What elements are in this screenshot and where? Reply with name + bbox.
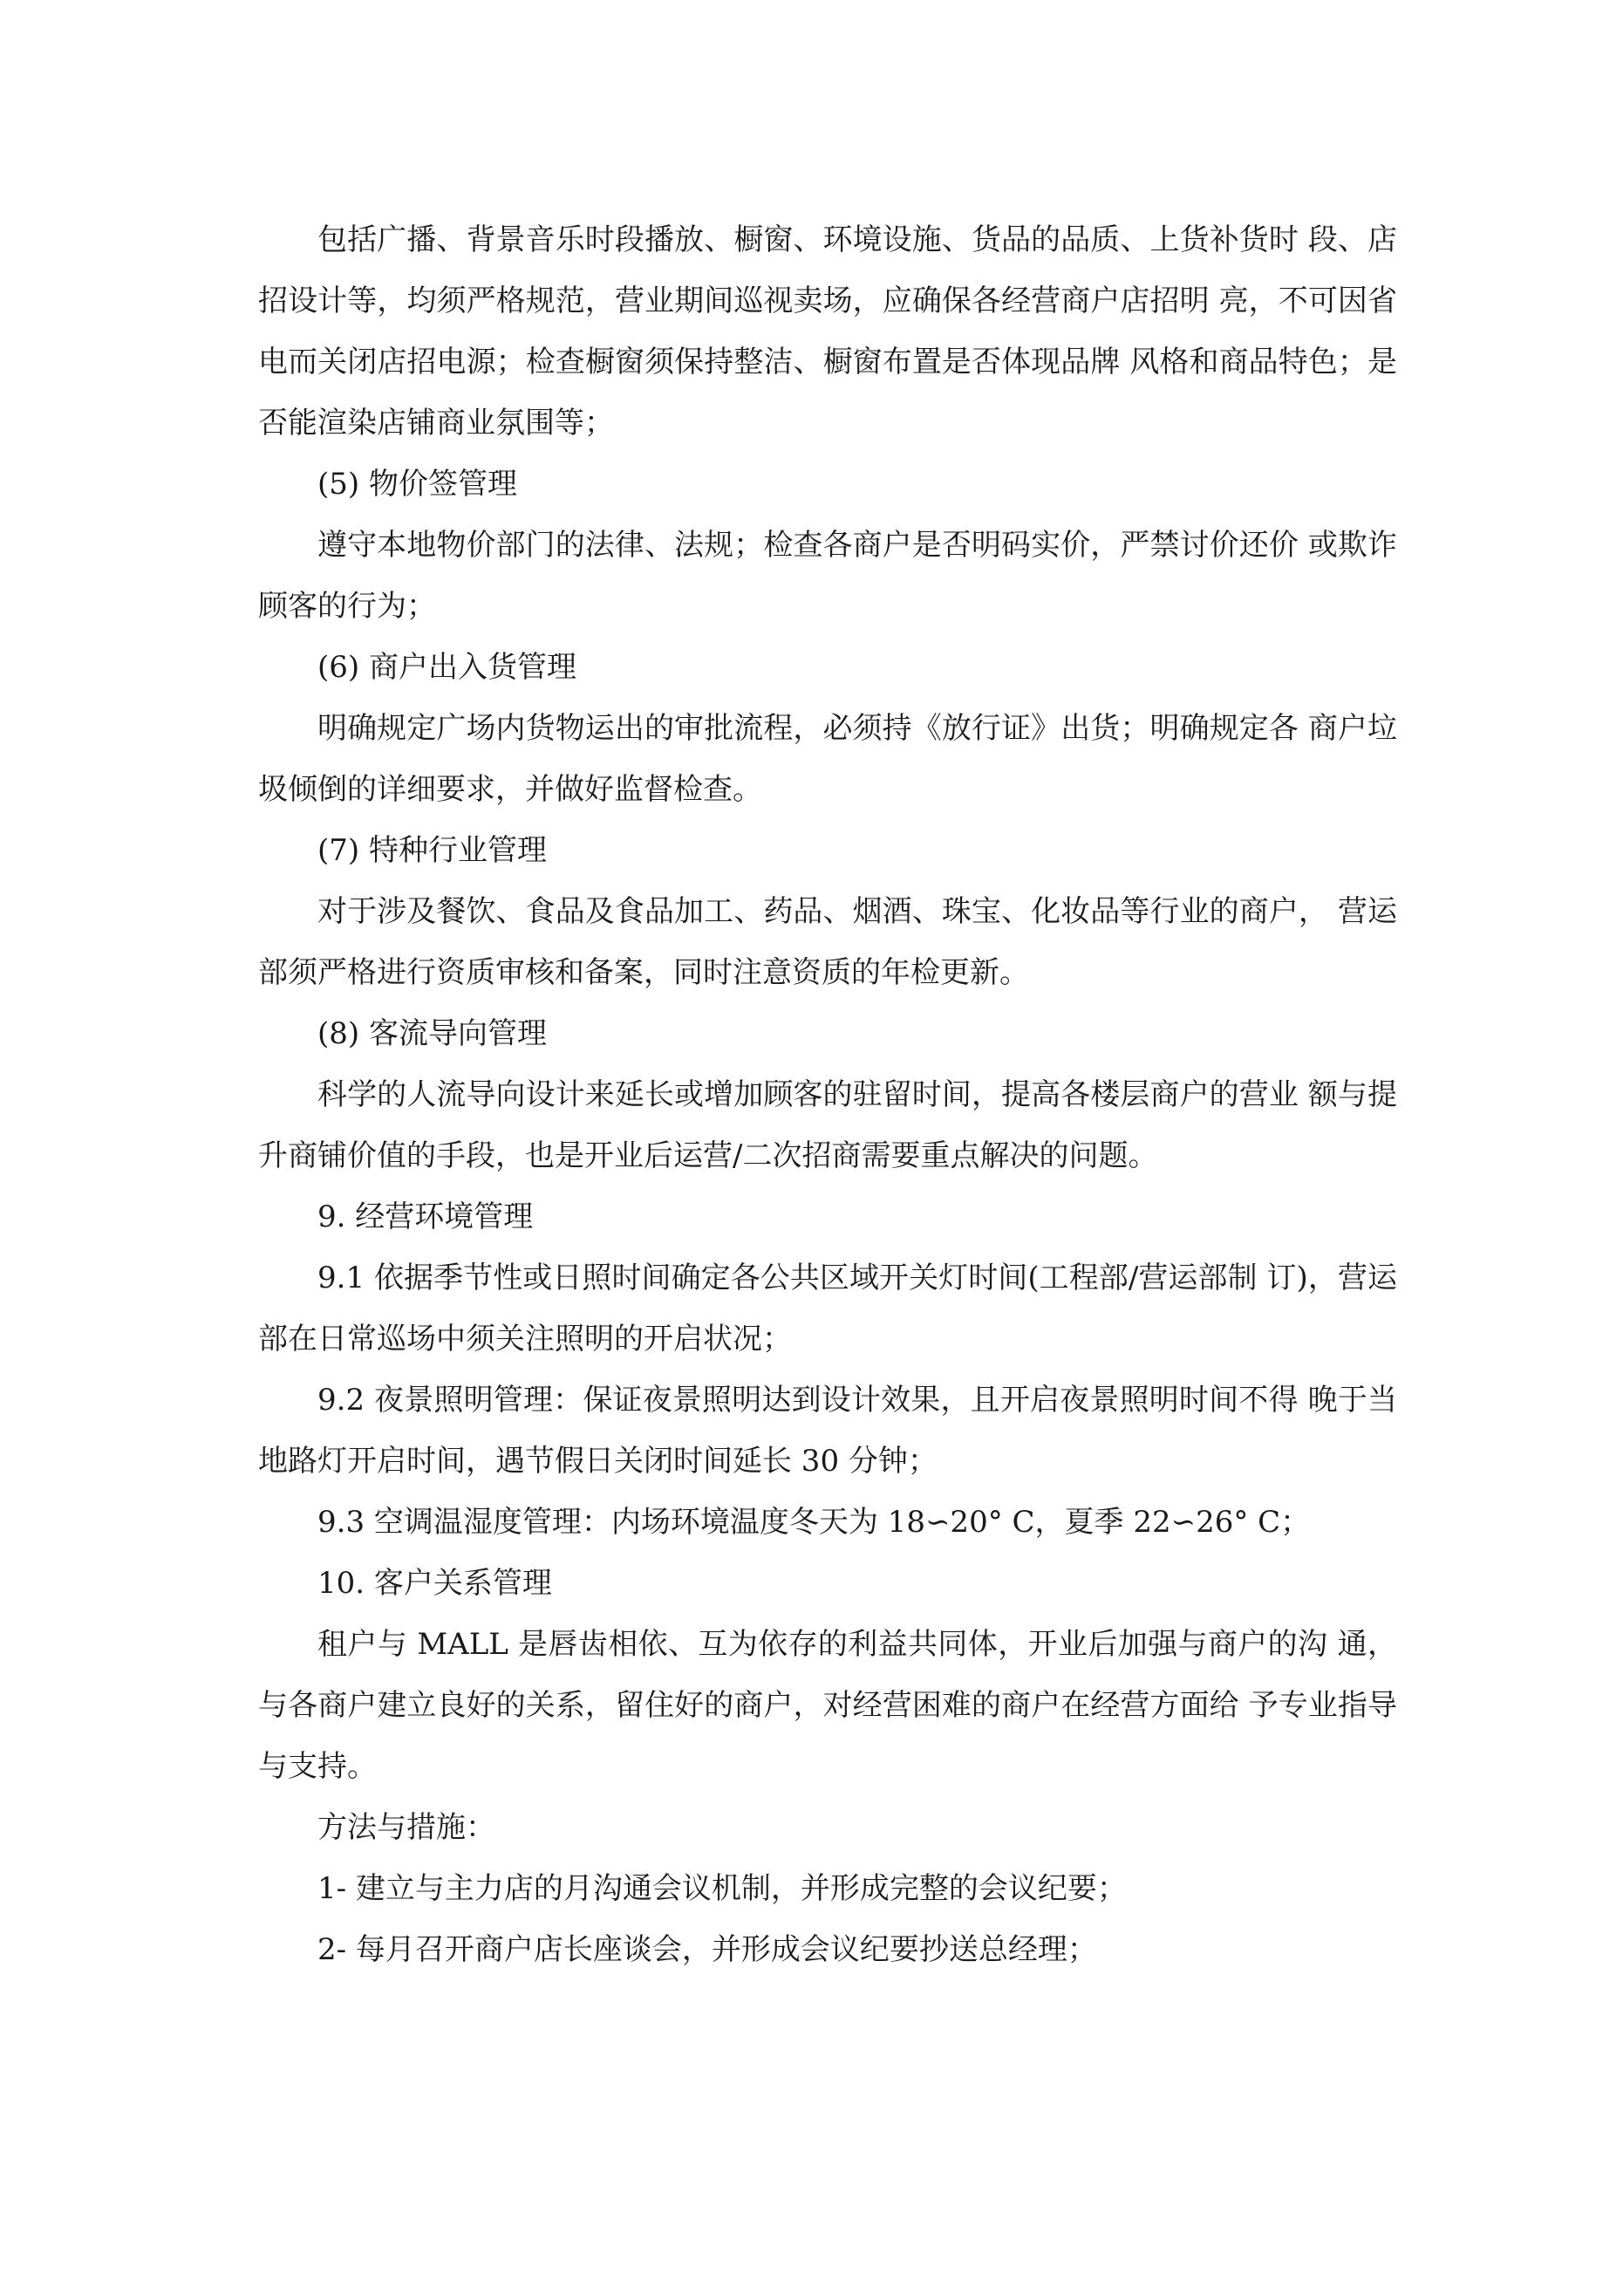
heading-customer-relations: 10. 客户关系管理 (317, 1566, 552, 1601)
paragraph-special-industry: 对于涉及餐饮、食品及食品加工、药品、烟酒、珠宝、化妆品等行业的商户， 营运部须严格进行资质审核和备案，同时注意资质的年检更新。 (258, 894, 1397, 990)
paragraph-air-conditioning: 9.3 空调温湿度管理：内场环境温度冬天为 18∽20° C，夏季 22∽26° C； (317, 1505, 1311, 1540)
heading-goods-in-out: (6) 商户出入货管理 (317, 650, 576, 685)
heading-special-industry: (7) 特种行业管理 (317, 833, 547, 868)
heading-methods: 方法与措施： (317, 1810, 495, 1845)
paragraph-night-lighting: 9.2 夜景照明管理：保证夜景照明达到设计效果，且开启夜景照明时间不得 晚于当地路灯开启时间，遇节假日关闭时间延长 30 分钟； (258, 1383, 1397, 1479)
heading-price-tag-management: (5) 物价签管理 (317, 467, 517, 502)
paragraph-customer-flow: 科学的人流导向设计来延长或增加顾客的驻留时间，提高各楼层商户的营业 额与提升商铺价值的手段，也是开业后运营/二次招商需要重点解决的问题。 (258, 1077, 1397, 1173)
list-item-1: 1- 建立与主力店的月沟通会议机制，并形成完整的会议纪要； (317, 1871, 1127, 1906)
list-item-2: 2- 每月召开商户店长座谈会，并形成会议纪要抄送总经理； (317, 1932, 1097, 1967)
heading-business-environment: 9. 经营环境管理 (317, 1199, 534, 1234)
document-body (258, 209, 1397, 1980)
paragraph-display-management: 包括广播、背景音乐时段播放、橱窗、环境设施、货品的品质、上货补货时 段、店招设计等，均须严格规范，营业期间巡视卖场，应确保各经营商户店招明 亮，不可因省电而关闭店招电源；检查橱窗须保持整洁、橱窗布置是否体现品牌 风格和商品特色；是否能渲染店铺商业氛围等； (258, 222, 1397, 441)
paragraph-lighting-schedule: 9.1 依据季节性或日照时间确定各公共区域开关灯时间(工程部/营运部制 订)，营运部在日常巡场中须关注照明的开启状况； (258, 1261, 1397, 1356)
paragraph-goods-in-out: 明确规定广场内货物运出的审批流程，必须持《放行证》出货；明确规定各 商户垃圾倾倒的详细要求，并做好监督检查。 (258, 711, 1397, 807)
paragraph-customer-relations: 租户与 MALL 是唇齿相依、互为依存的利益共同体，开业后加强与商户的沟 通，与各商户建立良好的关系，留住好的商户，对经营困难的商户在经营方面给 予专业指导与支持。 (258, 1627, 1397, 1784)
paragraph-price-tag: 遵守本地物价部门的法律、法规；检查各商户是否明码实价，严禁讨价还价 或欺诈顾客的行为； (258, 528, 1397, 624)
heading-customer-flow: (8) 客流导向管理 (317, 1016, 547, 1051)
